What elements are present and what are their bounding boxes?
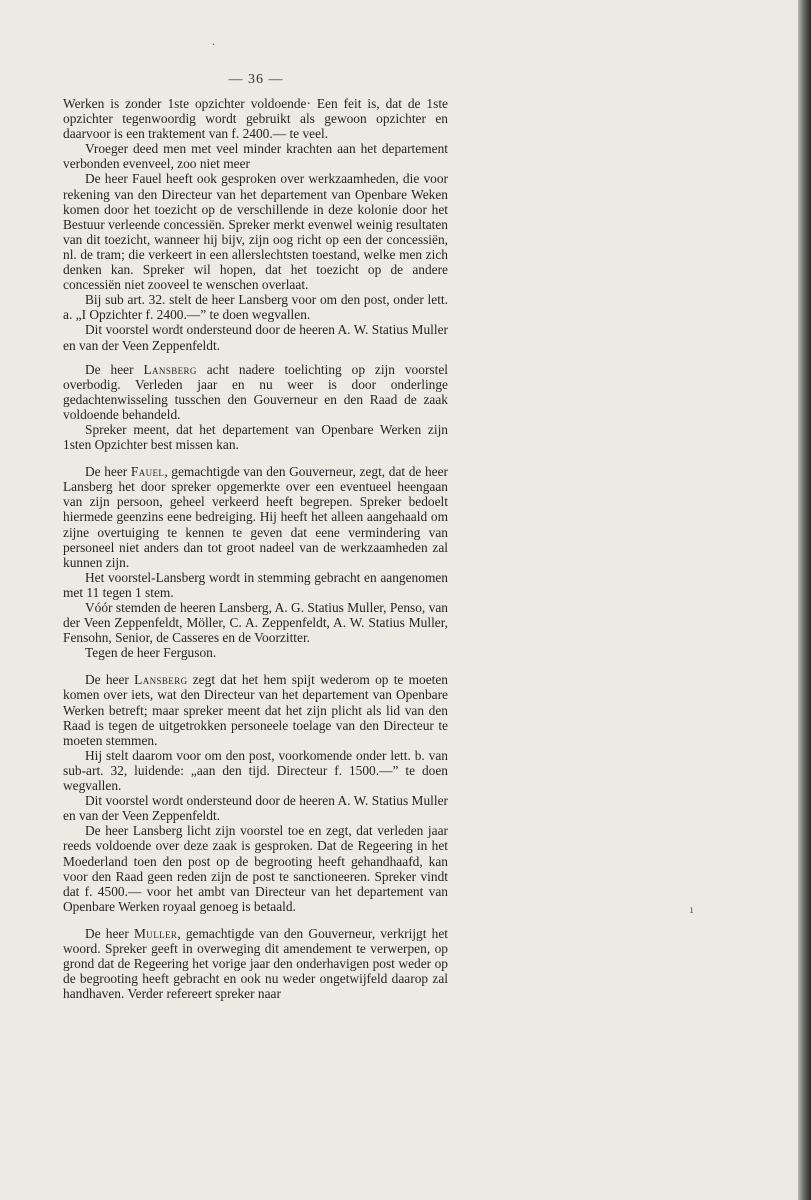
paragraph-12	[63, 672, 448, 747]
page-edge-shadow	[798, 0, 811, 1200]
paragraph-16	[63, 926, 448, 1001]
page-number: — 36 —	[228, 72, 284, 87]
paragraph-5: Dit voorstel wordt ondersteund door de heeren A. W. Statius Muller en van der Veen Zeppenfeldt.	[63, 322, 448, 353]
paragraph-16-lead: De heer	[85, 925, 134, 941]
paragraph-2: Vroeger deed men met veel minder krachten aan het departement verbonden evenveel, zoo niet meer	[63, 141, 448, 172]
text-column	[63, 96, 448, 1001]
paragraph-6-body: acht nadere toelichting op zijn voorstel overbodig. Verleden jaar en nu weer is door onderlinge gedachtenwisseling tusschen den Gouverneur en den Raad de zaak voldoende behandeld.	[63, 361, 448, 422]
speaker-name: Muller	[134, 925, 178, 941]
paragraph-3: De heer Fauel heeft ook gesproken over werkzaamheden, die voor rekening van den Directeur van het departement van Openbare Weken komen door het toezicht op de verschillende in deze kolonie door het Bestuur verleende concessiën. Spreker merkt evenwel weinig resultaten van dit toezicht, wanneer hij bijv, zijn oog richt op een der concessiën, nl. de tram; die verkeert in een allerslechtsten toestand, welke men zich denken kan. Spreker wil hopen, dat het toezicht op de andere concessiën niet zooveel te wenschen overlaat.	[63, 171, 448, 293]
paragraph-1: Werken is zonder 1ste opzichter voldoende· Een feit is, dat de 1ste opzichter tegenwoordig wordt gebruikt als gewoon opzichter en daarvoor is een traktement van f. 2400.— te veel.	[63, 96, 448, 142]
paragraph-12-body: zegt dat het hem spijt wederom op te moeten komen over iets, wat den Directeur van het departement van Openbare Werken betreft; maar spreker meent dat het zijn plicht als lid van den Raad is tegen de uitgetrokken personeele toelage van den Directeur te moeten stemmen.	[63, 672, 449, 748]
speaker-name: Fauel	[130, 464, 165, 480]
paragraph-9: Het voorstel-Lansberg wordt in stemming gebracht en aangenomen met 11 tegen 1 stem.	[63, 569, 448, 600]
paragraph-4: Bij sub art. 32. stelt de heer Lansberg voor om den post, onder lett. a. „I Opzichter f. 2400.—” te doen wegvallen.	[63, 292, 448, 323]
speaker-name: Lansberg	[143, 361, 197, 377]
speaker-name: Lansberg	[134, 672, 188, 688]
paragraph-8	[63, 464, 448, 570]
paper-speck: ·	[212, 40, 216, 51]
paragraph-8-body: , gemachtigde van den Gouverneur, zegt, dat de heer Lansberg het door spreker opgemerkte over een eventueel heengaan van zijn persoon, geheel verkeerd heeft begrepen. Spreker bedoelt hiermede geenzins eene bedreiging. Hij heeft het alleen aangehaald om zijne overtuiging te kennen te geven dat eene vermindering van personeel niet anders dan tot groot nadeel van de werkzaamheden zal kunnen zijn.	[63, 464, 448, 570]
paragraph-6	[63, 362, 448, 422]
paragraph-10: Vóór stemden de heeren Lansberg, A. G. Statius Muller, Penso, van der Veen Zeppenfeldt, Möller, C. A. Zeppenfeldt, A. W. Statius Muller, Fensohn, Senior, de Casseres en de Voorzitter.	[63, 600, 448, 646]
paragraph-6-lead: De heer	[85, 361, 144, 377]
paragraph-15: De heer Lansberg licht zijn voorstel toe en zegt, dat verleden jaar reeds voldoende over deze zaak is gesproken. Dat de Regeering in het Moederland toen den post op de begrooting heeft gehandhaafd, kan voor den Raad geen reden zijn de post te sanctioneeren. Spreker vindt dat f. 4500.— voor het ambt van Directeur van het departement van Openbare Werken royaal genoeg is betaald.	[63, 823, 448, 914]
paragraph-7: Spreker meent, dat het departement van Openbare Werken zijn 1sten Opzichter best missen kan.	[63, 421, 448, 453]
paragraph-11: Tegen de heer Ferguson.	[85, 645, 217, 661]
paragraph-13: Hij stelt daarom voor om den post, voorkomende onder lett. b. van sub-art. 32, luidende: „aan den tijd. Directeur f. 1500.—” te doen wegvallen.	[63, 747, 448, 794]
paper-speck: ı	[690, 905, 694, 916]
paragraph-14: Dit voorstel wordt ondersteund door de heeren A. W. Statius Muller en van der Veen Zeppenfeldt.	[63, 793, 448, 824]
paragraph-16-body: , gemachtigde van den Gouverneur, verkrijgt het woord. Spreker geeft in overweging dit amendement te verwerpen, op grond dat de Regeering het vorige jaar den onderhavigen post weder op de begrooting heeft gebracht en ook nu weder ongetwijfeld daarop zal handhaven. Verder refereert spreker naar	[63, 925, 448, 1002]
paragraph-8-lead: De heer	[85, 464, 131, 480]
paragraph-12-lead: De heer	[85, 672, 135, 688]
